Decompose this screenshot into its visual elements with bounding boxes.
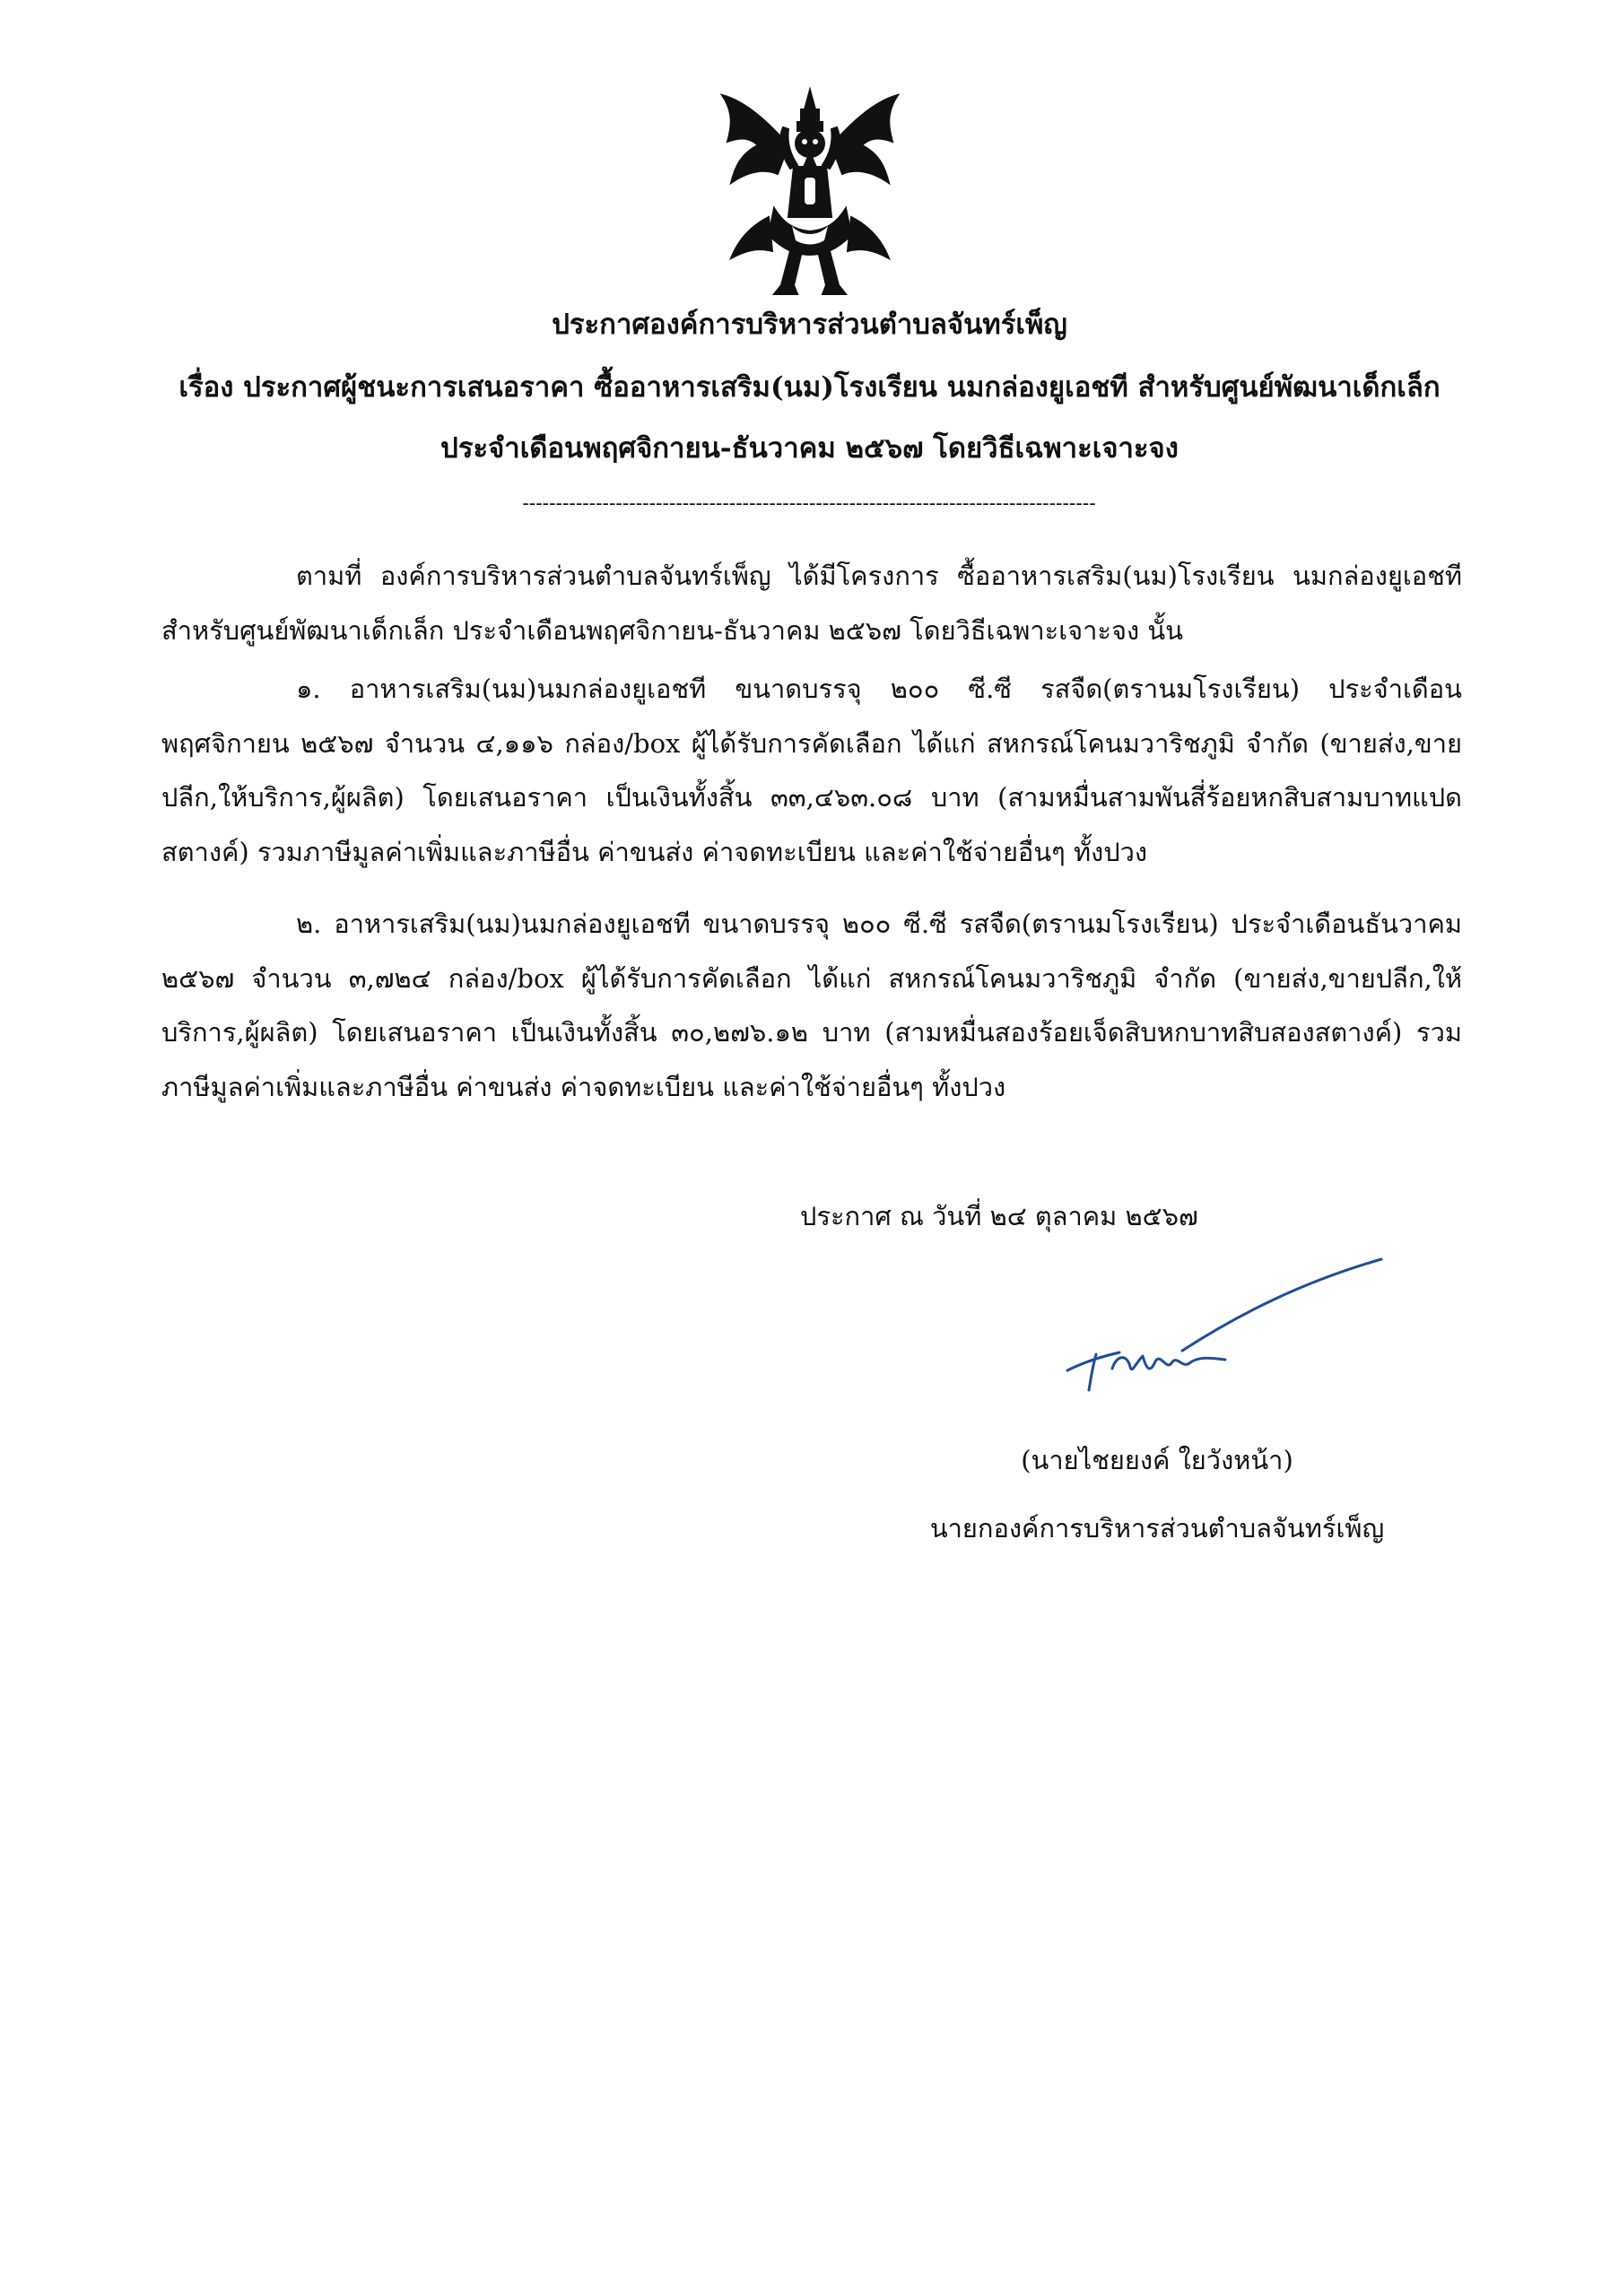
separator-line: --------------------------------------------------------------------------------------	[522, 495, 1096, 513]
item-2-paragraph: ๒. อาหารเสริม(นม)นมกล่องยูเอชที ขนาดบรรจุ ๒๐๐ ซี.ซี รสจืด(ตรานมโรงเรียน) ประจำเดือนธันวาคม ๒๕๖๗ จำนวน ๓,๗๒๔ กล่อง/box ผู้ได้รับการคัดเลือก ได้แก่ สหกรณ์โคนมวาริชภูมิ จำกัด (ขายส่ง,ขายปลีก,ให้บริการ,ผู้ผลิต) โดยเสนอราคา เป็นเงินทั้งสิ้น ๓๐,๒๗๖.๑๒ บาท (สามหมื่นสองร้อยเจ็ดสิบหกบาทสิบสองสตางค์) รวมภาษีมูลค่าเพิ่มและภาษีอื่น ค่าขนส่ง ค่าจดทะเบียน และค่าใช้จ่ายอื่นๆ ทั้งปวง	[161, 909, 1462, 1102]
announcement-subject-continued: ประจำเดือนพฤศจิกายน-ธันวาคม ๒๕๖๗ โดยวิธีเฉพาะเจาะจง	[440, 432, 1179, 465]
item-1-paragraph: ๑. อาหารเสริม(นม)นมกล่องยูเอชที ขนาดบรรจุ ๒๐๐ ซี.ซี รสจืด(ตรานมโรงเรียน) ประจำเดือน พฤศจิกายน ๒๕๖๗ จำนวน ๔,๑๑๖ กล่อง/box ผู้ได้รับการคัดเลือก ได้แก่ สหกรณ์โคนมวาริชภูมิ จำกัด (ขายส่ง,ขายปลีก,ให้บริการ,ผู้ผลิต) โดยเสนอราคา เป็นเงินทั้งสิ้น ๓๓,๔๖๓.๐๘ บาท (สามหมื่นสามพันสี่ร้อยหกสิบสามบาทแปดสตางค์) รวมภาษีมูลค่าเพิ่มและภาษีอื่น ค่าขนส่ง ค่าจดทะเบียน และค่าใช้จ่ายอื่นๆ ทั้งปวง	[161, 674, 1462, 867]
signature-icon	[1049, 1256, 1390, 1408]
announcement-title: ประกาศองค์การบริหารส่วนตำบลจันทร์เพ็ญ	[552, 309, 1067, 341]
garuda-emblem-icon	[711, 83, 909, 307]
signer-name: (นายไชยยงค์ ใยวังหน้า)	[1021, 1445, 1293, 1475]
signer-title: นายกองค์การบริหารส่วนตำบลจันทร์เพ็ญ	[929, 1513, 1385, 1544]
announcement-date: ประกาศ ณ วันที่ ๒๔ ตุลาคม ๒๕๖๗	[800, 1201, 1198, 1231]
intro-paragraph: ตามที่ องค์การบริหารส่วนตำบลจันทร์เพ็ญ ได้มีโครงการ ซื้ออาหารเสริม(นม)โรงเรียน นมกล่องยูเอชที สำหรับศูนย์พัฒนาเด็กเล็ก ประจำเดือนพฤศจิกายน-ธันวาคม ๒๕๖๗ โดยวิธีเฉพาะเจาะจง นั้น	[161, 561, 1462, 646]
announcement-subject: เรื่อง ประกาศผู้ชนะการเสนอราคา ซื้ออาหารเสริม(นม)โรงเรียน นมกล่องยูเอชที สำหรับศูนย์พัฒนาเด็กเล็ก	[178, 371, 1441, 404]
